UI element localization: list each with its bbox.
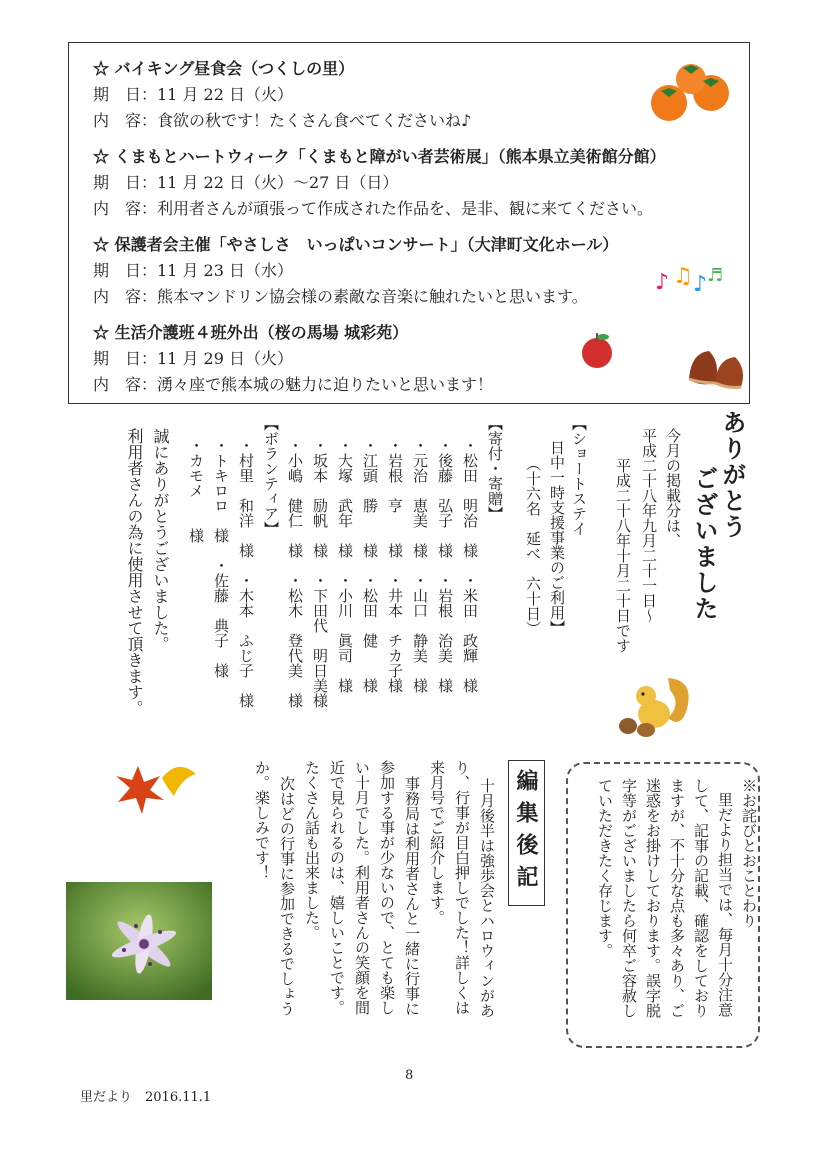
svg-text:♫: ♫ <box>673 264 693 289</box>
thanks-title-2: ございました <box>690 466 719 622</box>
chestnut-icon <box>685 343 749 391</box>
svg-text:♪: ♪ <box>693 272 708 297</box>
event-title: ☆ バイキング昼食会（つくしの里） <box>93 59 355 78</box>
apology-line: 迷惑をお掛けしております。誤字脱 <box>644 778 662 1018</box>
donor-row: ・坂本 励帆 様 ・下田代 明日美様 <box>311 438 329 708</box>
apology-line: ていただきたく存じます。 <box>596 778 614 958</box>
editor-line: たくさん話も出来ました。 <box>303 760 321 940</box>
period-intro: 今月の掲載分は、 <box>664 428 682 548</box>
period-to: 平成二十八年十月二十日です <box>614 458 632 653</box>
editor-line: 近で見られるのは、嬉しいことです。 <box>328 760 346 1015</box>
donor-row: ・松田 明治 様 ・米田 政輝 様 <box>461 438 479 693</box>
event-content: 内 容：熊本マンドリン協会様の素敵な音楽に触れたいと思います。 <box>93 287 588 306</box>
closing-line: 誠にありがとうございました。 <box>151 428 170 652</box>
editor-note-title: 編集後記 <box>508 760 545 906</box>
editor-line: い十月でした。利用者さんの笑顔を間 <box>353 760 371 1015</box>
event-date: 期 日：11 月 29 日（火） <box>93 349 293 368</box>
events-box <box>68 42 750 404</box>
apology-line: 字等がございましたら何卒ご容赦し <box>620 778 638 1018</box>
event-date: 期 日：11 月 23 日（水） <box>93 261 293 280</box>
apology-line: 里だより担当では、毎月十分注意 <box>716 792 734 1017</box>
footer: 里だより 2016.11.1 <box>80 1090 212 1105</box>
volunteer-heading: 【ボランティア】 <box>262 416 280 536</box>
editor-line: り、行事が目白押しでした！詳しくは <box>453 760 471 1015</box>
apple-icon <box>577 329 617 369</box>
editor-line: 次はどの行事に参加できるでしょう <box>278 776 296 1016</box>
donation-heading: 【寄付・寄贈】 <box>486 416 504 521</box>
editor-line: 来月号でご紹介します。 <box>428 760 446 925</box>
page-number: 8 <box>405 1068 414 1083</box>
short-stay-head: 【ショートステイ <box>570 416 588 536</box>
closing-line: 利用者さんの為に使用させて頂きます。 <box>125 428 144 716</box>
editor-line: 参加する事が少ないので、とても楽し <box>378 760 396 1015</box>
donor-row: ・岩根 亨 様 ・井本 チカ子様 <box>386 438 404 693</box>
donor-row: ・大塚 武年 様 ・小川 眞司 様 <box>336 438 354 693</box>
apology-box <box>566 762 760 1048</box>
donor-row: ・江頭 勝 様 ・松田 健 様 <box>361 438 379 693</box>
music-notes-icon <box>655 261 723 301</box>
donor-row: ・後藤 弘子 様 ・岩根 治美 様 <box>436 438 454 693</box>
event-content: 内 容：食欲の秋です！たくさん食べてくださいね♪ <box>93 111 472 130</box>
volunteer-row: ・村里 和洋 様 ・木本 ふじ子 様 <box>237 438 255 708</box>
donor-row: ・元治 恵美 様 ・山口 静美 様 <box>411 438 429 693</box>
apology-line: ますが、不十分な点も多々あり、ご <box>668 778 686 1018</box>
svg-text:♪: ♪ <box>655 270 670 295</box>
event-title: ☆ くまもとハートウィーク「くまもと障がい者芸術展」（熊本県立美術館分館） <box>93 147 666 166</box>
event-title: ☆ 保護者会主催「やさしさ いっぱいコンサート」（大津町文化ホール） <box>93 235 619 254</box>
persimmon-icon <box>649 61 733 125</box>
flower-photo <box>66 882 212 1000</box>
short-stay-count: （十六名 延べ 六十日） <box>524 456 542 636</box>
editor-line: か。楽しみです！ <box>253 760 271 880</box>
short-stay-subhead: 日中一時支援事業のご利用】 <box>548 440 566 635</box>
volunteer-row: ・カモメ 様 <box>187 438 205 543</box>
editor-line: 十月後半は強歩会とハロウィンがあ <box>478 778 496 1018</box>
event-date: 期 日：11 月 22 日（火）～27 日（日） <box>93 173 399 192</box>
period-from: 平成二十八年九月二十一日～ <box>640 428 658 623</box>
volunteer-row: ・トキロロ 様 ・佐藤 典子 様 <box>212 438 230 678</box>
squirrel-icon <box>612 668 696 740</box>
editor-line: 事務局は利用者さんと一緒に行事に <box>403 776 421 1016</box>
apology-line: ※お詫びとおことわり <box>740 778 758 928</box>
thanks-title: ありがとう <box>718 410 747 540</box>
event-content: 内 容：湧々座で熊本城の魅力に迫りたいと思います！ <box>93 375 494 394</box>
event-date: 期 日：11 月 22 日（火） <box>93 85 293 104</box>
svg-text:♬: ♬ <box>707 265 723 286</box>
event-content: 内 容：利用者さんが頑張って作成された作品を、是非、観に来てください。 <box>93 199 654 218</box>
event-title: ☆ 生活介護班４班外出（桜の馬場 城彩苑） <box>93 323 409 342</box>
apology-line: して、記事の記載、確認をしており <box>692 778 710 1018</box>
autumn-leaves-icon <box>108 756 200 820</box>
donor-row: ・小嶋 健仁 様 ・松木 登代美 様 <box>286 438 304 708</box>
